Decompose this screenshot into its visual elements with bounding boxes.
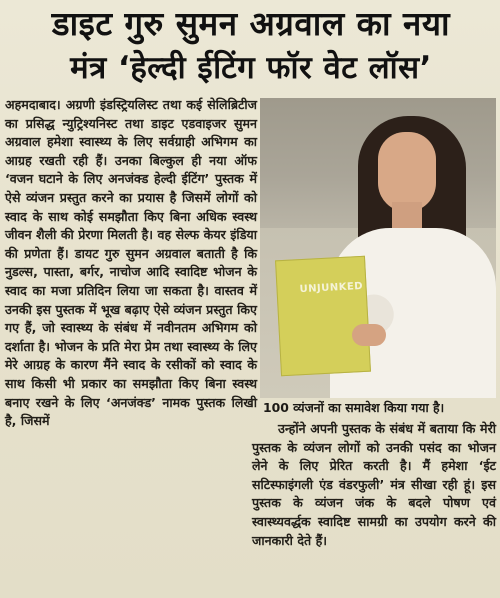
headline-line-2: मंत्र ‘हेल्दी ईटिंग फॉर वेट लॉस’	[70, 50, 432, 86]
dateline: अहमदाबाद।	[5, 97, 61, 112]
portrait-photo	[260, 98, 496, 398]
article-column-left	[5, 96, 257, 431]
photo-hand	[352, 324, 386, 346]
article-column-right	[252, 420, 496, 550]
book-cover-title: UNJUNKED	[299, 280, 364, 296]
photo-face	[378, 132, 436, 212]
article-text-right: उन्होंने अपनी पुस्तक के संबंध में बताया कि मेरी पुस्तक के व्यंजन लोगों को उनकी पसंद का भोजन लेने के लिए प्रेरित करती है। मैं हमेशा ‘ईट सटिस्फाइंगली एंड वंडरफुली’ मंत्र सीखा रही हूं। इस पुस्तक के व्यंजन जंक के बदले पोषण एवं स्वास्थ्यवर्द्धक स्वादिष्ट सामग्री का उपयोग करने की जानकारी देते हैं।	[252, 421, 496, 548]
photo-caption: 100 व्यंजनों का समावेश किया गया है।	[263, 400, 445, 415]
article-text-left: अग्रणी इंडस्ट्रियलिस्ट तथा कई सेलिब्रिटीज का प्रसिद्ध न्युट्रिश्यनिस्ट तथा डाइट एडवाइजर सुमन अग्रवाल हमेशा स्वास्थ्य के लिए सर्वग्राही अभिगम का आग्रह रखती रही हैं। उनका बिल्कुल ही नया ऑफ ‘वजन घटाने के लिए अनजंक्ड हेल्दी ईटिंग’ पुस्तक में ऐसे व्यंजन प्रस्तुत करने का प्रयास है जिसमें लोगों को स्वाद के साथ कोई समझौता किए बिना अधिक स्वस्थ जीवन शैली की प्रेरणा मिलती है। वह सेल्फ केयर इंडिया की प्रणेता हैं। डायट गुरु सुमन अग्रवाल बताती है कि नुडल्स, पास्ता, बर्गर, नाचोज आदि स्वादिष्ट भोजन के स्वाद का मजा प्रतिदिन लिया जा सकता है। वास्तव में उनकी इस पुस्तक में भूख बढ़ाए ऐसे व्यंजन प्रस्तुत किए गए हैं, जो स्वास्थ्य के संबंध में नवीनतम अभिगम को दर्शाता है। भोजन के प्रति मेरा प्रेम तथा स्वास्थ्य के लिए मेरे आग्रह के कारण मैंने स्वाद के रसीकों को स्वाद के साथ किसी भी प्रकार का समझौता किए बिना स्वस्थ बनाए रखने के लिए ‘अनजंक्ड’ नामक पुस्तक लिखी है, जिसमें	[5, 97, 257, 429]
book-cover	[275, 256, 371, 377]
headline	[6, 2, 496, 90]
article-paragraph	[5, 96, 257, 431]
headline-line-1: डाइट गुरु सुमन अग्रवाल का नया	[51, 4, 451, 43]
